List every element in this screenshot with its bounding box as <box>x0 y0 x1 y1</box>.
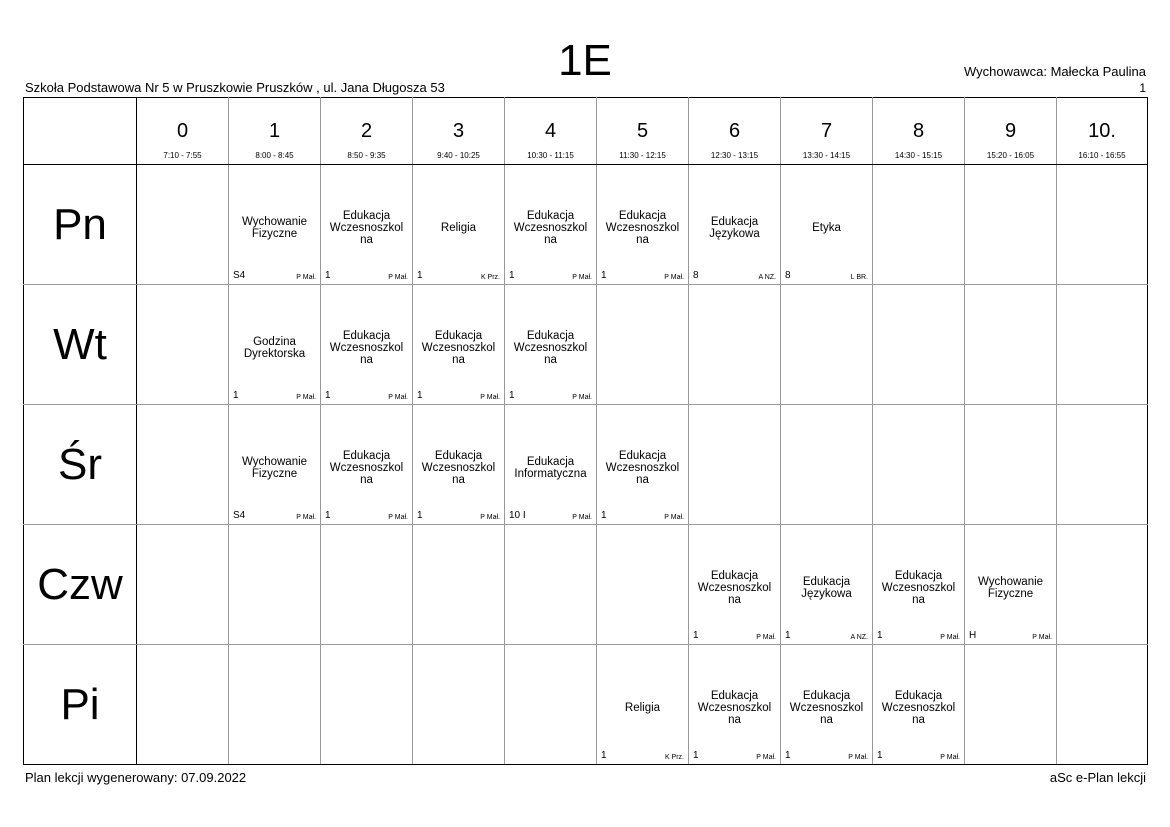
empty-cell <box>137 165 229 285</box>
lesson-cell <box>781 645 873 765</box>
empty-cell <box>965 285 1057 405</box>
lesson-teacher: P Mał. <box>572 274 592 281</box>
period-time: 15:20 - 16:05 <box>986 151 1035 160</box>
lesson-room: 1 <box>877 630 883 641</box>
lesson-cell <box>689 165 781 285</box>
lesson-cell <box>321 285 413 405</box>
empty-cell <box>321 525 413 645</box>
day-name: Śr <box>24 405 137 525</box>
software-name: aSc e-Plan lekcji <box>1049 770 1146 785</box>
lesson-cell <box>229 165 321 285</box>
lesson-room: 8 <box>785 270 791 281</box>
period-header-cell <box>965 98 1057 165</box>
empty-cell <box>505 645 597 765</box>
lesson-subject: Edukacja Wczesnoszkol na <box>605 210 680 246</box>
lesson-room: 1 <box>693 630 699 641</box>
lesson-room: 1 <box>233 390 239 401</box>
lesson-subject: Godzina Dyrektorska <box>243 336 306 360</box>
lesson-subject: Edukacja Wczesnoszkol na <box>881 570 956 606</box>
period-header-cell <box>597 98 689 165</box>
lesson-teacher: P Mał. <box>664 514 684 521</box>
lesson-cell <box>505 165 597 285</box>
empty-cell <box>781 405 873 525</box>
lesson-teacher: P Mał. <box>480 514 500 521</box>
lesson-cell <box>229 405 321 525</box>
period-time: 9:40 - 10:25 <box>437 151 480 160</box>
day-row <box>24 165 1148 285</box>
empty-cell <box>413 645 505 765</box>
lesson-cell <box>413 165 505 285</box>
period-number: 6 <box>728 120 741 142</box>
lesson-room: 8 <box>693 270 699 281</box>
empty-cell <box>229 525 321 645</box>
empty-cell <box>413 525 505 645</box>
lesson-cell <box>597 405 689 525</box>
lesson-cell <box>597 645 689 765</box>
lesson-subject: Edukacja Językowa <box>709 216 760 240</box>
lesson-room: 1 <box>417 390 423 401</box>
lesson-teacher: P Mał. <box>296 274 316 281</box>
empty-cell <box>597 525 689 645</box>
period-number: 7 <box>820 120 833 142</box>
lesson-subject: Religia <box>624 702 661 714</box>
empty-cell <box>965 645 1057 765</box>
lesson-teacher: L BR. <box>850 274 868 281</box>
lesson-subject: Wychowanie Fizyczne <box>241 216 308 240</box>
period-time: 8:00 - 8:45 <box>255 151 294 160</box>
lesson-room: 1 <box>509 390 515 401</box>
lesson-teacher: K Prz. <box>480 274 500 281</box>
period-number: 1 <box>268 120 281 142</box>
lesson-room: 1 <box>785 750 791 761</box>
lesson-subject: Edukacja Wczesnoszkol na <box>513 330 588 366</box>
lesson-room: 1 <box>693 750 699 761</box>
empty-cell <box>873 405 965 525</box>
lesson-subject: Edukacja Wczesnoszkol na <box>513 210 588 246</box>
lesson-cell <box>873 525 965 645</box>
empty-cell <box>873 165 965 285</box>
lesson-cell <box>781 165 873 285</box>
lesson-room: 1 <box>417 510 423 521</box>
lesson-teacher: P Mał. <box>572 514 592 521</box>
lesson-teacher: K Prz. <box>664 754 684 761</box>
period-number: 9 <box>1004 120 1017 142</box>
lesson-subject: Edukacja Wczesnoszkol na <box>329 210 404 246</box>
lesson-subject: Edukacja Informatyczna <box>514 456 587 480</box>
day-row <box>24 285 1148 405</box>
period-time: 16:10 - 16:55 <box>1078 151 1126 160</box>
lesson-subject: Edukacja Wczesnoszkol na <box>789 690 864 726</box>
day-name: Pi <box>24 645 137 765</box>
day-name: Czw <box>24 525 137 645</box>
period-header-cell <box>1057 98 1148 165</box>
period-number: 3 <box>452 120 465 142</box>
period-header-cell <box>321 98 413 165</box>
lesson-cell <box>597 165 689 285</box>
lesson-subject: Wychowanie Fizyczne <box>977 576 1044 600</box>
lesson-room: S4 <box>233 510 246 521</box>
page-number: 1 <box>1139 81 1146 95</box>
lesson-teacher: P Mał. <box>296 394 316 401</box>
lesson-room: 1 <box>877 750 883 761</box>
lesson-cell <box>321 165 413 285</box>
lesson-teacher: A NZ. <box>850 634 868 641</box>
class-teacher: Wychowawca: Małecka Paulina <box>964 64 1146 79</box>
lesson-teacher: P Mał. <box>388 274 408 281</box>
day-row <box>24 525 1148 645</box>
lesson-cell <box>505 285 597 405</box>
lesson-subject: Edukacja Wczesnoszkol na <box>421 330 496 366</box>
timetable-grid <box>23 97 1148 765</box>
empty-cell <box>137 525 229 645</box>
generated-date: Plan lekcji wygenerowany: 07.09.2022 <box>25 770 247 785</box>
period-time: 14:30 - 15:15 <box>894 151 943 160</box>
lesson-room: 1 <box>601 270 607 281</box>
lesson-subject: Edukacja Wczesnoszkol na <box>697 690 772 726</box>
lesson-teacher: P Mał. <box>296 514 316 521</box>
period-time: 8:50 - 9:35 <box>347 151 386 160</box>
empty-cell <box>505 525 597 645</box>
lesson-subject: Edukacja Wczesnoszkol na <box>329 450 404 486</box>
lesson-room: H <box>969 630 977 641</box>
lesson-room: 1 <box>325 390 331 401</box>
lesson-cell <box>413 405 505 525</box>
period-time: 12:30 - 13:15 <box>710 151 759 160</box>
lesson-cell <box>321 405 413 525</box>
lesson-teacher: A NZ. <box>758 274 776 281</box>
period-time: 11:30 - 12:15 <box>619 151 666 160</box>
lesson-room: 1 <box>417 270 423 281</box>
lesson-teacher: P Mał. <box>572 394 592 401</box>
lesson-cell <box>689 645 781 765</box>
lesson-room: 1 <box>325 270 331 281</box>
empty-cell <box>689 285 781 405</box>
period-header-row <box>24 98 1148 165</box>
lesson-teacher: P Mał. <box>940 634 960 641</box>
lesson-subject: Wychowanie Fizyczne <box>241 456 308 480</box>
empty-cell <box>321 645 413 765</box>
lesson-subject: Edukacja Wczesnoszkol na <box>881 690 956 726</box>
empty-cell <box>137 285 229 405</box>
period-number: 4 <box>544 120 557 142</box>
day-name: Wt <box>24 285 137 405</box>
lesson-teacher: P Mał. <box>388 514 408 521</box>
empty-cell <box>137 645 229 765</box>
period-header-cell <box>873 98 965 165</box>
lesson-subject: Religia <box>440 222 477 234</box>
period-time: 13:30 - 14:15 <box>802 151 851 160</box>
empty-cell <box>1057 525 1148 645</box>
day-row <box>24 645 1148 765</box>
empty-cell <box>1057 645 1148 765</box>
lesson-subject: Edukacja Wczesnoszkol na <box>697 570 772 606</box>
lesson-subject: Edukacja Wczesnoszkol na <box>421 450 496 486</box>
lesson-cell <box>781 525 873 645</box>
day-name: Pn <box>24 165 137 285</box>
lesson-subject: Edukacja Językowa <box>801 576 852 600</box>
lesson-room: 10 I <box>509 510 526 521</box>
period-header-cell <box>137 98 229 165</box>
empty-cell <box>1057 285 1148 405</box>
lesson-teacher: P Mał. <box>480 394 500 401</box>
lesson-cell <box>229 285 321 405</box>
lesson-subject: Edukacja Wczesnoszkol na <box>605 450 680 486</box>
empty-cell <box>965 165 1057 285</box>
lesson-teacher: P Mał. <box>756 634 776 641</box>
empty-cell <box>873 285 965 405</box>
period-number: 5 <box>636 120 649 142</box>
empty-cell <box>1057 165 1148 285</box>
period-time: 7:10 - 7:55 <box>163 151 202 160</box>
lesson-subject: Etyka <box>812 222 841 234</box>
period-header-cell <box>505 98 597 165</box>
lesson-room: 1 <box>325 510 331 521</box>
period-number: 8 <box>912 120 925 142</box>
lesson-teacher: P Mał. <box>388 394 408 401</box>
lesson-teacher: P Mał. <box>848 754 868 761</box>
day-row <box>24 405 1148 525</box>
lesson-room: 1 <box>601 750 607 761</box>
lesson-teacher: P Mał. <box>940 754 960 761</box>
lesson-cell <box>413 285 505 405</box>
period-time: 10:30 - 11:15 <box>527 151 574 160</box>
lesson-room: 1 <box>601 510 607 521</box>
lesson-cell <box>689 525 781 645</box>
lesson-room: S4 <box>233 270 246 281</box>
class-title: 1E <box>558 36 612 85</box>
corner-cell <box>24 98 137 165</box>
period-number: 2 <box>360 120 373 142</box>
school-name: Szkoła Podstawowa Nr 5 w Pruszkowie Pruszków , ul. Jana Długosza 53 <box>25 80 445 95</box>
empty-cell <box>1057 405 1148 525</box>
period-header-cell <box>689 98 781 165</box>
lesson-cell <box>505 405 597 525</box>
empty-cell <box>597 285 689 405</box>
lesson-teacher: P Mał. <box>1032 634 1052 641</box>
lesson-room: 1 <box>509 270 515 281</box>
period-header-cell <box>413 98 505 165</box>
lesson-teacher: P Mał. <box>756 754 776 761</box>
lesson-room: 1 <box>785 630 791 641</box>
empty-cell <box>781 285 873 405</box>
period-number: 10. <box>1088 120 1116 142</box>
period-header-cell <box>781 98 873 165</box>
lesson-teacher: P Mał. <box>664 274 684 281</box>
period-number: 0 <box>176 120 189 142</box>
lesson-cell <box>873 645 965 765</box>
lesson-cell <box>965 525 1057 645</box>
empty-cell <box>229 645 321 765</box>
empty-cell <box>965 405 1057 525</box>
lesson-subject: Edukacja Wczesnoszkol na <box>329 330 404 366</box>
period-header-cell <box>229 98 321 165</box>
empty-cell <box>689 405 781 525</box>
empty-cell <box>137 405 229 525</box>
